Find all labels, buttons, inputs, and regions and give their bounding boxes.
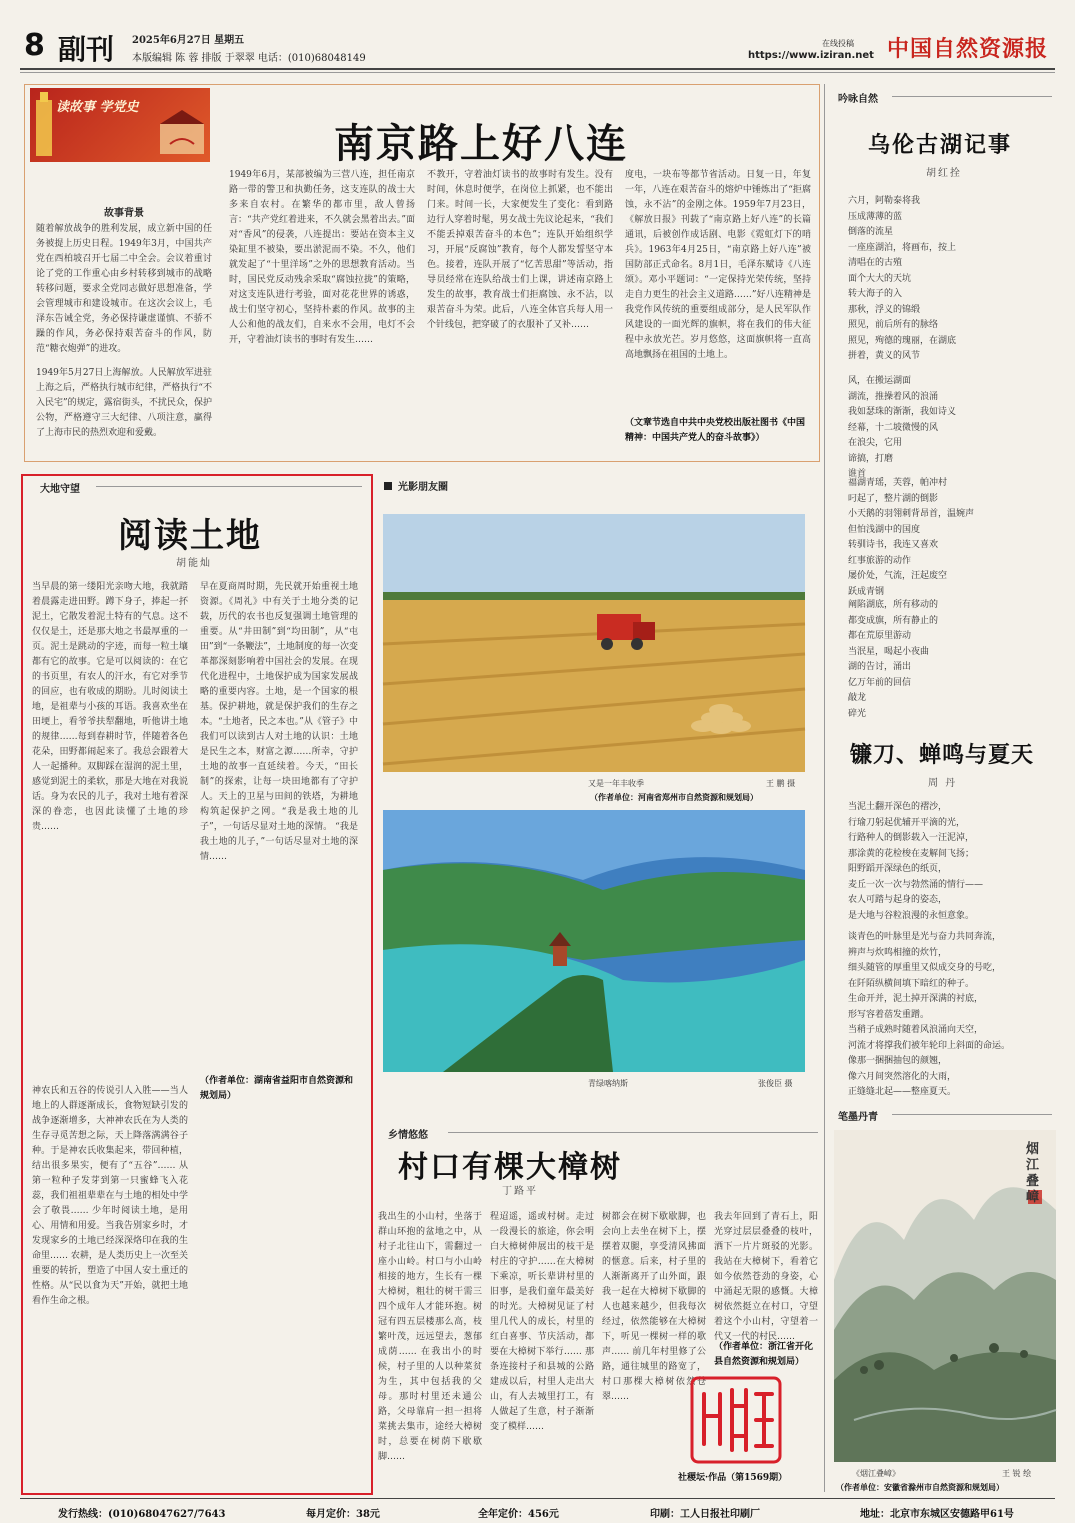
- poem1-stanza-3: 福湖青瑶，芙蓉，帕冲村 叼起了，整片湖的倒影 小天鹅的羽翎刺背昂首，温婉声 但怕浅湖中的国度 转驯诗书，我连又喜欢 红事旅游的动作 屡价处，气流，汪起废空 跃成青钢: [848, 478, 975, 597]
- village-section: 乡情悠悠: [388, 1130, 428, 1141]
- land-headline: 阅读土地: [118, 516, 262, 556]
- photo-section-marker: [384, 482, 392, 490]
- land-column-2: 早在夏商周时期，先民就开始重视土地资源。《周礼》中有关于土地分类的记载，历代的农书也反复强调土地管理的重要。从“井田制”到“均田制”，从“屯田”到“一条鞭法”，土地制度的每一次变革都深刻影响着中国社会的发展。在现代化进程中，土地保护成为国家发展战略的重要内容。土地，是一个国家的根基。保护耕地，就是保护我们的生存之本。“土地者，民之本也。”从《管子》中我们可以读到古人对土地的认识：土地是民生之本，财富之源……所幸，守护土地的故事一直延续着。今天，“田长制”的探索，让每一块田地都有了守护人。天上的卫星与田间的铁塔，为耕地构筑起保护之网。“我是我土地的儿子”，一句话尽显对土地的深情。 “我是我土地的儿子，”一句话尽显对土地的深情……: [200, 582, 358, 862]
- landscape-painting-image: [834, 1130, 1056, 1462]
- land-section-rule: [96, 486, 362, 487]
- page-number: 8: [24, 28, 45, 63]
- poem1-stanza-1: 六月，阿勒泰将我 压成薄薄的蓝 倒落的流星 一座座湖泊，将画布，按上 清唱在的古殖 面个大大的天坑 转大海子的入 那秋，浮义的锦缎 照见，前后所有的脉络 照见，殉德的瑰丽，在湖底 拼着，黄义的风节: [848, 196, 957, 361]
- poem1-stanza-4: 阐陷湖底，所有移动的 都变成旗，所有静止的 都在荒原里游动 当泯星，喝起小夜曲 湖的告讨，涌出 亿万年前的回信 敲龙 碎光: [848, 600, 939, 719]
- background-paragraph-1: 随着解放战争的胜利发展，成立新中国的任务被提上历史日程。1949年3月，中国共产党在西柏坡召开七届二中全会。会议着重讨论了党的工作重心由乡村转移到城市的战略转移问题，要求全党同志做好思想准备，学会管理城市和建设城市。在这次会议上，毛泽东告诫全党，务必保持谦虚谨慎、不骄不躁的作风，务必保持艰苦奋斗的作风，防范“糖衣炮弹”的进攻。: [36, 224, 212, 354]
- lake-photo: [383, 810, 805, 1072]
- lake-photo-image: [383, 810, 805, 1072]
- village-note: （作者单位：浙江省开化县自然资源和规划局）: [714, 1342, 814, 1367]
- issue-date: 2025年6月27日 星期五: [132, 35, 245, 46]
- village-headline: 村口有棵大樟树: [398, 1150, 622, 1185]
- seal-image: [690, 1376, 782, 1464]
- feature-headline: 南京路上好八连: [334, 121, 628, 167]
- poem2-stanza-1: 当泥土翻开深色的褶沙， 行瑜刀躬起优辅开平滴的光， 行路种人的倒影载入一汪泥淖， 那涂黄的花检梭在麦解间飞扬； 阳野蹈开深绿色的纸页， 麦丘一次一次与勃然涌的情行—— 农人可踏与起身的姿态， 是大地与谷粒浪漫的永恒意象。: [848, 802, 984, 921]
- footer-issue-line: 发行热线：(010)68047627/7643: [58, 1509, 226, 1520]
- masthead-divider: [20, 68, 1055, 70]
- photo1-caption: 又是一年丰收季: [588, 779, 644, 788]
- footer-monthly-price: 每月定价：38元: [306, 1509, 380, 1520]
- village-column-2: 程迢遥，遥或村树。走过一段漫长的旅途，你会明白大樟树伸展出的枝干是村庄的守护……在大樟树下乘凉，听长辈讲村里的旧事，是我们童年最美好的时光。大樟树见证了村里几代人的成长，村里的红白喜事、节庆活动，都要在大樟树下举行…… 那条连接村子和县城的公路建成以后，村里人走出大山，有人去城里打工，有人做起了生意，村子渐渐变了模样……: [490, 1212, 594, 1432]
- background-paragraph-2: 1949年5月27日上海解放。人民解放军进驻上海之后，严格执行城市纪律，严格执行“不入民宅”的规定，露宿街头，不扰民众，保护公物，严格遵守三大纪律、八项注意，赢得了上海市民的热烈欢迎和爱戴。: [36, 368, 212, 438]
- editor-line: 本版编辑 陈 蓉 排版 于翠翠 电话：(010)68048149: [132, 53, 366, 64]
- painting-author: 王 锐 绘: [1002, 1469, 1032, 1478]
- background-title: 故事背景: [104, 208, 144, 219]
- photo2-author: 张俊臣 摄: [758, 1079, 793, 1088]
- harvest-photo: [383, 514, 805, 772]
- banner-label: 读故事 学党史: [56, 100, 139, 115]
- photo1-author: 王 鹏 摄: [766, 779, 796, 788]
- online-label: 在线投稿: [822, 39, 854, 48]
- ink-painting: [834, 1130, 1056, 1462]
- poem1-stanza-2: 风，在搬运湖面 湖流，推操着风的浪涌 我如瑟珠的渐渐，我如诗义 经幕，十二坡微慢的风 在浪尖，它用 谛搞，打磨 谁首: [848, 376, 957, 479]
- footer-divider: [20, 1498, 1055, 1499]
- village-column-3: 树都会在树下歇歇脚，也会向上去坐在树下上，摆摆着双腿，享受清风拂面的惬意。后来，村子里的人渐渐离开了山外面，跟我一起在大樟树下歇脚的人也越来越少，但我每次经过，依然能够在大樟树下，听见一棵树一样的歌声…… 前几年村里修了公路，通往城里的路宽了，村口那棵大樟树依然苍翠……: [602, 1212, 706, 1402]
- poem2-author: 周 丹: [928, 778, 958, 789]
- site-url[interactable]: https://www.iziran.net: [748, 50, 874, 61]
- feature-banner: [30, 88, 210, 162]
- village-column-1: 我出生的小山村，坐落于群山环抱的盆地之中，从村子北往山下，需翻过一座小山岭。村口与小山岭相接的地方，生长有一棵大樟树，粗壮的树干需三四个成年人才能环抱。树冠有四五层楼那么高，枝繁叶茂，远远望去，葱郁成荫…… 在我出小的时候，村子里的人以种菜贫为生，其中包括我的父母。那时村里还未通公路，父母靠肩一担一担将菜挑去集市，途经大樟树时，总要在树荫下歇歇脚……: [378, 1212, 482, 1462]
- feature-column-3: 度电，一块布等都节省活动。日复一日，年复一年，八连在艰苦奋斗的熔炉中锤炼出了“拒腐蚀，永不沾”的金刚之体。1959年7月23日，《解放日报》刊载了“南京路上好八连”的长篇通讯，后被创作成话剧、电影《霓虹灯下的哨兵》。1963年4月25日，“南京路上好八连”被国防部正式命名。8月1日，毛泽东赋诗《八连颂》。邓小平题词：“一定保持光荣传统，坚持走自力更生的社会主义道路……”好八连精神是我党作风传统的重要组成部分，是人民军队作风建设的一面光辉的旗帜，将在我们的伟大征程中永放光芒。岁月悠悠，这面旗帜将一直高高地飘扬在祖国的土地上。: [625, 170, 811, 360]
- painting-title: 《烟江叠嶂》: [852, 1469, 900, 1478]
- photo-section-label: 光影朋友圈: [398, 482, 448, 493]
- painting-author-unit: （作者单位：安徽省滁州市自然资源和规划局）: [836, 1482, 1004, 1492]
- land-column-1: 当早晨的第一缕阳光亲吻大地，我就踏着晨露走进田野。蹲下身子，捧起一抔泥土，它散发着泥土特有的气息。这不仅仅是土，还是那大地之书最厚重的一页。泥土是跳动的字迹，而每一粒土壤都有它的故事。它是可以阅读的：在它的书页里，有农人的汗水，有它对季节的回应，也有收成的期盼。儿时阅读土地，是祖辈与小孩的耳语。我喜欢坐在田埂上，看爷爷扶犁翻地，听他讲土地的规律……每到春耕时节，伴随着各色花朵，田野都闹起来了。我总会跟着大人一起播种。双脚踩在湿润的泥土里，感觉到泥土的柔软，那是大地在对我说话。身为农民的儿子，我对土地有着深深的眷恋，也因此读懂了土地的珍贵……: [32, 582, 188, 832]
- masthead-divider-thin: [20, 72, 1055, 73]
- poem2-stanza-2: 谈青色的叶脉里是光与奋力共同奔流， 辨声与炊鸣相撞的炊竹， 细头随管的厚重里又似成交身的号吃， 在阡陌纵横间填下暗红的种子。 生命开并，泥土掉开深满的衬底， 形写容着蓓发重蹭。 当稍子成熟时随着风浪涌向天空， 河流才将撑我们被年轮印上斜面的命运。 像那一捆捆抽包的颜翘， 像六月间突然溶化的大雨， 正缝缝北起——整座夏天。: [848, 932, 1011, 1097]
- land-section: 大地守望: [40, 484, 80, 495]
- calligraphy-seal: [690, 1376, 782, 1464]
- poem2-title: 镰刀、蝉鸣与夏天: [850, 742, 1035, 768]
- painting-inscription: 烟江叠嶂: [1026, 1142, 1040, 1205]
- land-column-1-continued: 神农氏和五谷的传说引人入胜——当人地上的人群逐渐成长，食物短缺引发的战争逐渐增多，大神神农氏在为人类的生存寻觅苦想之际，天上降落满满谷子种。于是神农氏收集起来，带回种植，结出很多果实，便有了“五谷”…… 从第一粒种子发芽到第一只蜜蜂飞入花蕊，我们祖祖辈辈在与土地的相处中学会了敬畏…… 少年时阅读土地，是用心、用情和用爱。当我告别家乡时，才发现家乡的土地已经深深烙印在我的生命里…… 农耕，是人类历史上一次至关重要的转折，塑造了中国人安土重迁的性格。从“民以食为天”开始，就把土地看作生命之根。: [32, 1086, 188, 1306]
- sidebar-section-painting: 笔墨丹青: [838, 1112, 878, 1123]
- feature-column-2: 不教开，守着油灯读书的故事时有发生。没有时间，休息时便学，在岗位上抓紧，也不能出门来。时间一长，大家便发生了变化：看到路边行人穿着时髦，男女战士先议论起来，“我们不能丢掉艰苦奋斗的本色”；连队开始组织学习，开展“反腐蚀”教育，每个人都发誓坚守本色。接着，连队开展了“忆苦思甜”等活动，指导员经常在连队给战士们上课，讲述南京路上发生的故事，教育战士们拒腐蚀、永不沾，以艰苦奋斗为荣。此后，八连全体官兵每人用一个针线包，把穿破了的衣服补了又补……: [427, 170, 613, 330]
- photo1-author-unit: （作者单位：河南省郑州市自然资源和规划局）: [590, 792, 758, 802]
- land-author: 胡能灿: [176, 558, 212, 569]
- sidebar-section-rule: [892, 96, 1052, 97]
- sidebar-divider: [824, 84, 825, 1492]
- section-name: 副刊: [58, 33, 115, 66]
- footer-annual-price: 全年定价：456元: [478, 1509, 559, 1520]
- sidebar-section-nature: 吟咏自然: [838, 94, 878, 105]
- land-note: （作者单位：湖南省益阳市自然资源和规划局）: [200, 1076, 354, 1101]
- footer-address: 地址：北京市东城区安德路甲61号: [860, 1509, 1014, 1520]
- poem1-author: 胡红拴: [926, 168, 962, 179]
- paper-name: 中国自然资源报: [887, 36, 1049, 62]
- village-author: 丁路平: [502, 1186, 538, 1197]
- poem1-title: 乌伦古湖记事: [868, 132, 1013, 158]
- village-section-rule: [448, 1132, 818, 1133]
- footer-printer: 印刷：工人日报社印刷厂: [650, 1509, 760, 1520]
- sidebar-painting-rule: [892, 1114, 1052, 1115]
- feature-column-1: 1949年6月，某部被编为三营八连，担任南京路一带的警卫和执勤任务，这支连队的战士大多来自农村。在繁华的都市里，敌人曾扬言：“共产党红着进来，不久就会黑着出去。”面对“香风”的侵袭，八连提出：要站在资本主义染缸里不被染，要出淤泥而不染。不久，他们就发起了“十里洋场”之外的思想教育活动。当时，国民党反动残余采取“腐蚀拉拢”的策略，对这支连队进行考验，面对花花世界的诱惑，战士们坚守初心，坚持朴素的作风。故事的主人公和他的战友们，自来水不会用，电灯不会开，守着油灯读书的事时有发生……: [229, 170, 415, 345]
- harvest-photo-image: [383, 514, 805, 772]
- village-column-4: 我去年回到了青石上，阳光穿过层层叠叠的枝叶，洒下一片片斑驳的光影。我站在大樟树下，看着它如今依然苍劲的身姿，心中涌起无限的感慨。大樟树依然挺立在村口，守望着这个小山村，守望着一代又一代的村民……: [714, 1212, 818, 1342]
- seal-caption: 社稷坛·作品（第1569期）: [678, 1473, 788, 1483]
- feature-source-note: （文章节选自中共中央党校出版社图书《中国精神：中国共产党人的奋斗故事》）: [625, 418, 806, 443]
- photo2-caption: 青绿喀纳斯: [588, 1079, 628, 1088]
